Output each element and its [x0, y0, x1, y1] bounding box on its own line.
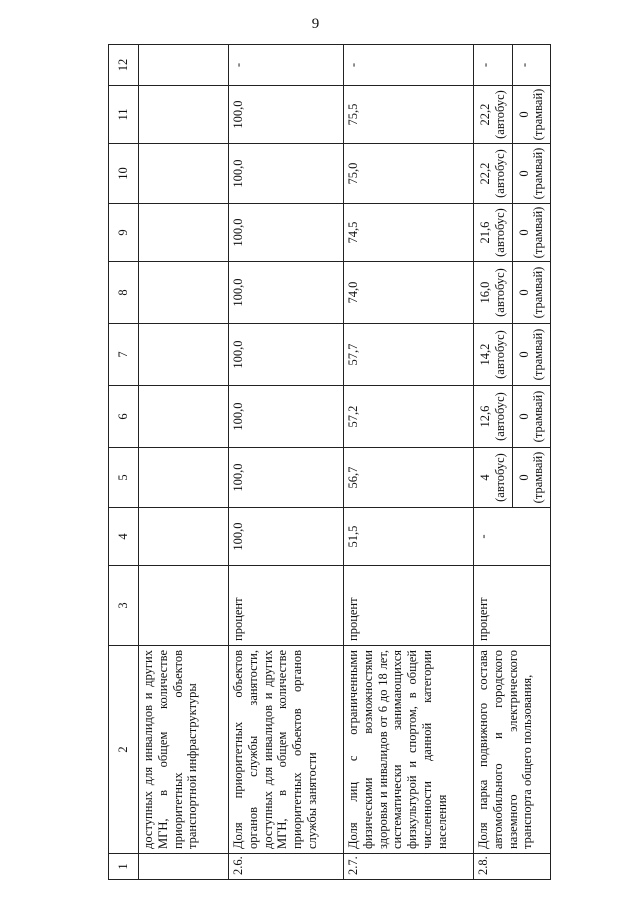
col-header-1: 1	[109, 854, 139, 880]
value-cell: 100,0	[229, 144, 344, 204]
bus-value: 21,6 (автобус)	[478, 208, 507, 257]
bus-value: 4 (автобус)	[478, 453, 507, 502]
bus-value: 22,2 (автобус)	[478, 149, 507, 198]
tram-value: 0 (трамвай)	[512, 386, 551, 447]
table-row	[344, 45, 474, 880]
rotated-table-container	[108, 45, 545, 880]
tram-value: 0 (трамвай)	[512, 144, 551, 203]
page-number: 9	[311, 16, 320, 32]
row-unit: процент	[474, 566, 551, 646]
row-unit: процент	[229, 566, 344, 646]
value-cell: 57,7	[344, 324, 474, 386]
indicators-table	[108, 44, 551, 880]
value-cell: 51,5	[344, 508, 474, 566]
bus-value: 14,2 (автобус)	[478, 330, 507, 379]
tram-value: -	[512, 45, 551, 85]
row-name: Доля приоритетных объектов органов службы занятости, доступных для инвалидов и других МГН, в общем количестве приоритетных объектов органов службы занятости	[229, 646, 344, 854]
tram-value: 0 (трамвай)	[512, 448, 551, 507]
row-number: 2.6.	[229, 854, 344, 880]
table-row	[229, 45, 344, 880]
value-cell: 56,7	[344, 448, 474, 508]
tram-value: 0 (трамвай)	[512, 324, 551, 385]
col-header-2: 2	[109, 646, 139, 854]
col-header-7: 7	[109, 324, 139, 386]
col-header-4: 4	[109, 508, 139, 566]
col-header-3: 3	[109, 566, 139, 646]
value-cell: -	[474, 508, 551, 566]
row-name: Доля лиц с ограниченными физическими возможностями здоровья и инвалидов от 6 до 18 лет, систематически занимающихся физкультурой и спортом, в общей численности данной категории населения	[344, 646, 474, 854]
table-row	[139, 45, 229, 880]
header-row	[109, 45, 139, 880]
row-number: 2.7.	[344, 854, 474, 880]
value-cell: 75,5	[344, 86, 474, 144]
row-unit: процент	[344, 566, 474, 646]
bus-value: 12,6 (автобус)	[478, 392, 507, 441]
value-cell: 100,0	[229, 262, 344, 324]
value-cell: 100,0	[229, 508, 344, 566]
row-continuation-name: доступных для инвалидов и других МГН, в общем количестве приоритетных объектов транспортной инфраструктуры	[139, 646, 229, 854]
col-header-9: 9	[109, 204, 139, 262]
col-header-6: 6	[109, 386, 139, 448]
value-cell: 100,0	[229, 448, 344, 508]
row-number: 2.8.	[474, 854, 551, 880]
tram-value: 0 (трамвай)	[512, 262, 551, 323]
col-header-10: 10	[109, 144, 139, 204]
value-cell: 57,2	[344, 386, 474, 448]
table-row	[474, 45, 551, 880]
value-cell: 100,0	[229, 86, 344, 144]
value-cell: 100,0	[229, 204, 344, 262]
bus-value: -	[478, 62, 492, 68]
tram-value: 0 (трамвай)	[512, 204, 551, 261]
row-name: Доля парка подвижного состава автомобильного и городского наземного электрического транспорта общего пользования,	[474, 646, 551, 854]
col-header-5: 5	[109, 448, 139, 508]
value-cell: -	[229, 45, 344, 86]
bus-value: 22,2 (автобус)	[478, 90, 507, 139]
value-cell: -	[344, 45, 474, 86]
value-cell: 100,0	[229, 324, 344, 386]
col-header-12: 12	[109, 45, 139, 86]
value-cell: 100,0	[229, 386, 344, 448]
value-cell: 74,5	[344, 204, 474, 262]
col-header-11: 11	[109, 86, 139, 144]
value-cell: 75,0	[344, 144, 474, 204]
bus-value: 16,0 (автобус)	[478, 268, 507, 317]
col-header-8: 8	[109, 262, 139, 324]
tram-value: 0 (трамвай)	[512, 86, 551, 143]
value-cell: 74,0	[344, 262, 474, 324]
